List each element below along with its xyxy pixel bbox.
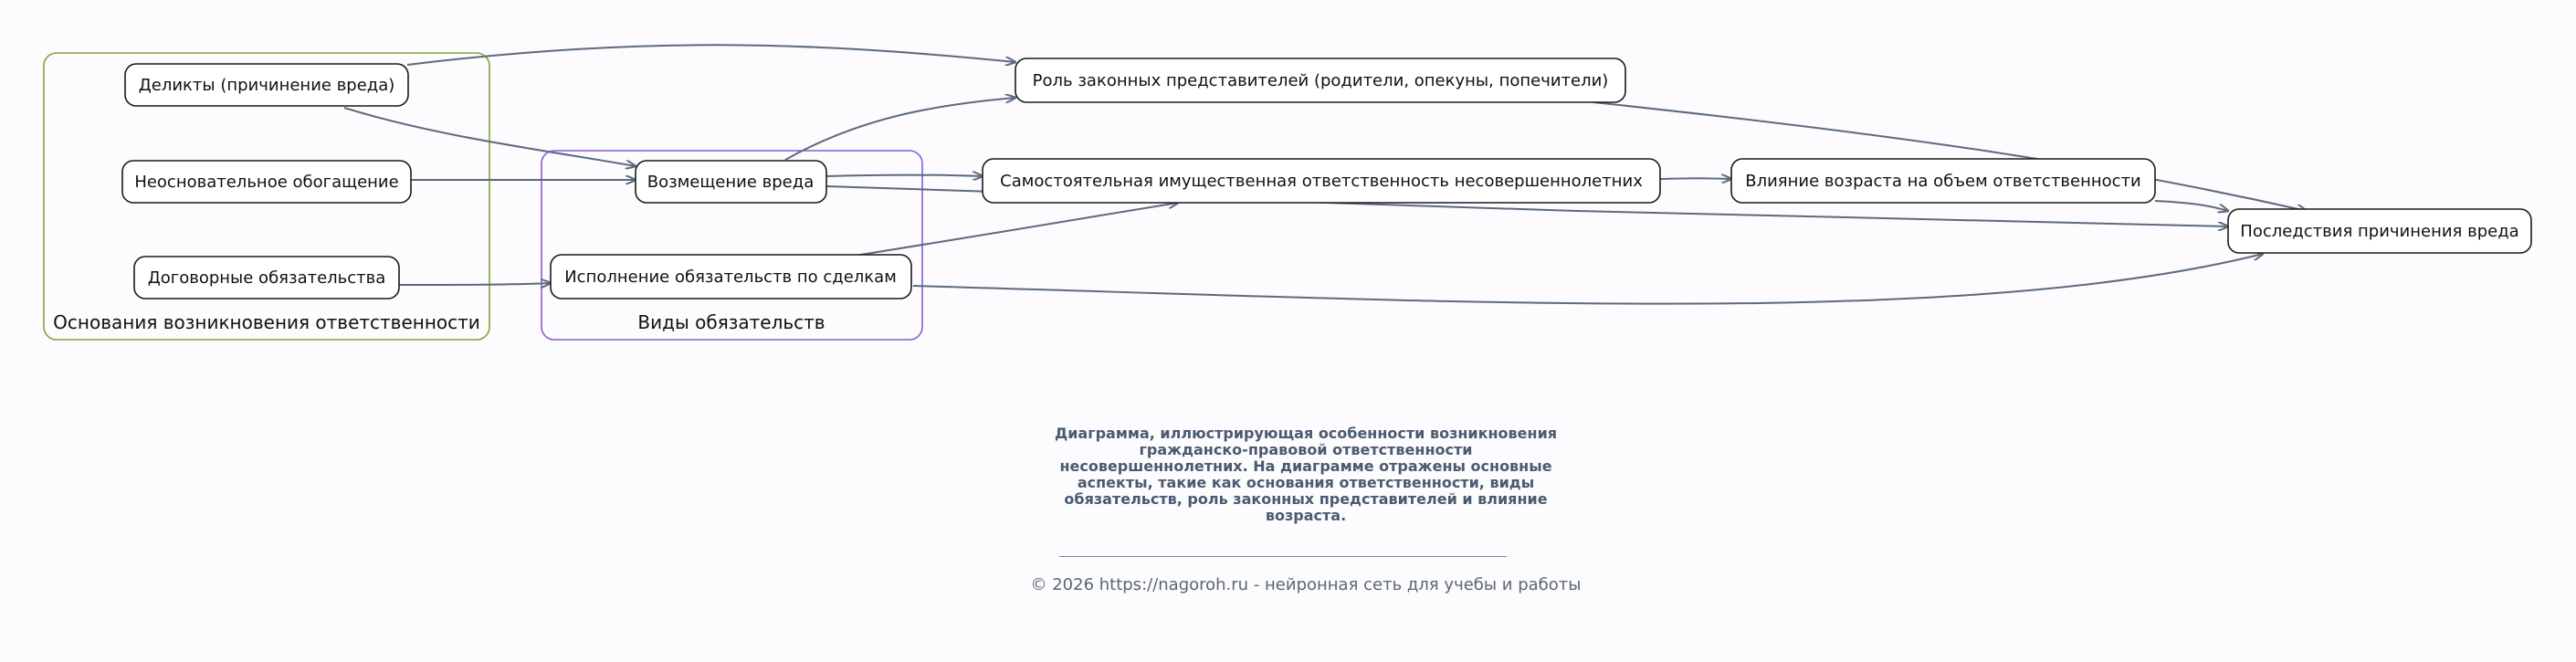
node-delicts xyxy=(125,64,408,106)
edge-independent-age xyxy=(1660,178,1731,179)
footer-credit: © 2026 https://nagoroh.ru - нейронная сеть для учебы и работы xyxy=(1030,575,1582,594)
node-age xyxy=(1731,159,2155,203)
edge-delicts-representatives xyxy=(407,45,1015,65)
node-representatives-label: Роль законных представителей (родители, опекуны, попечители) xyxy=(1032,71,1609,90)
edge-execution-independent xyxy=(849,203,1178,257)
cluster-basis-label: Основания возникновения ответственности xyxy=(53,311,480,333)
node-execution-label: Исполнение обязательств по сделкам xyxy=(564,268,897,287)
cluster-types-label: Виды обязательств xyxy=(637,311,825,333)
node-independent-label: Самостоятельная имущественная ответственность несовершеннолетних xyxy=(1000,172,1643,191)
caption-divider xyxy=(1059,556,1507,557)
node-execution xyxy=(551,255,911,299)
edge-contract-execution xyxy=(399,283,551,285)
node-unjust xyxy=(122,161,411,203)
node-contract xyxy=(134,257,399,299)
node-contract-label: Договорные обязательства xyxy=(147,268,386,288)
node-age-label: Влияние возраста на объем ответственности xyxy=(1745,172,2141,191)
node-consequences xyxy=(2228,209,2531,253)
node-compensation-label: Возмещение вреда xyxy=(647,173,815,192)
node-delicts-label: Деликты (причинение вреда) xyxy=(138,76,395,95)
edge-compensation-independent xyxy=(826,175,983,177)
edge-age-consequences xyxy=(2155,201,2228,211)
node-independent xyxy=(983,159,1660,203)
diagram-caption: Диаграмма, иллюстрирующая особенности возникновения гражданско-правовой ответственности несовершеннолетних. На диаграмме отражены основные аспекты, такие как основания ответственности, виды обязательств, роль законных представителей и влияние возраста. xyxy=(1054,425,1558,524)
node-unjust-label: Неосновательное обогащение xyxy=(134,173,399,192)
edge-execution-consequences xyxy=(913,254,2263,304)
node-consequences-label: Последствия причинения вреда xyxy=(2240,222,2519,241)
node-representatives xyxy=(1015,58,1625,102)
node-compensation xyxy=(636,161,826,203)
